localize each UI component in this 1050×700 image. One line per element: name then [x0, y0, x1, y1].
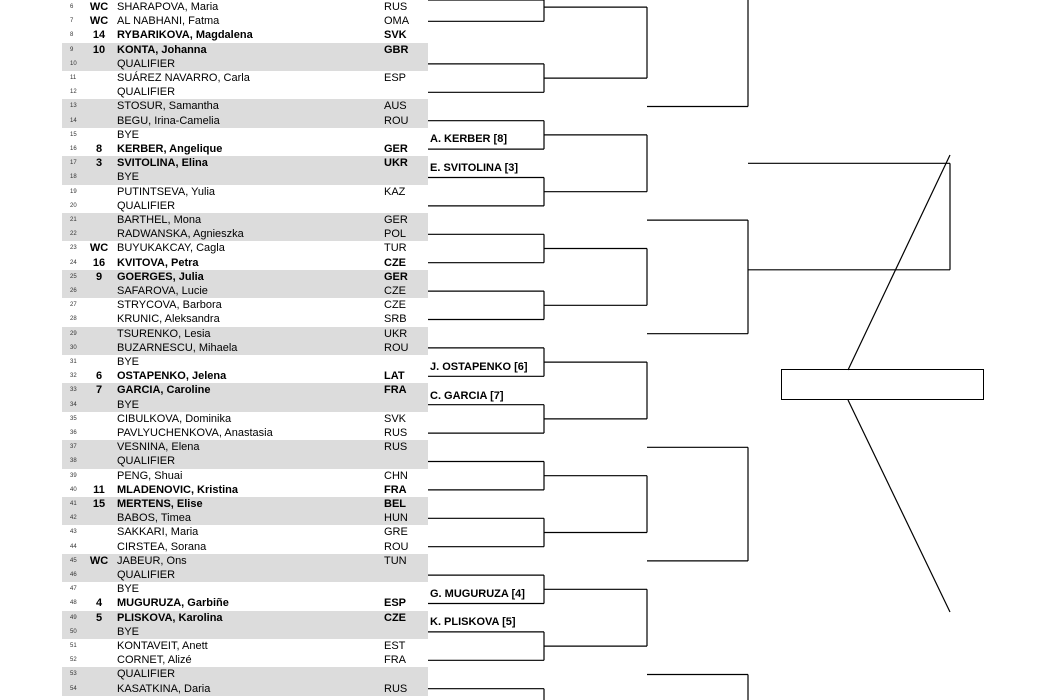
- country-code: RUS: [384, 427, 408, 439]
- country-code: UKR: [384, 157, 408, 170]
- draw-position: 53: [70, 671, 77, 678]
- seed-label: 9: [95, 270, 103, 283]
- country-code: POL: [384, 228, 407, 241]
- draw-position: 11: [70, 75, 77, 81]
- player-name: BYE: [117, 398, 140, 411]
- seed-label: 7: [95, 384, 103, 397]
- country-code: EST: [384, 640, 406, 652]
- player-name: PUTINTSEVA, Yulia: [117, 185, 216, 198]
- seed-label: 4: [95, 597, 103, 610]
- player-name: BYE: [117, 128, 140, 141]
- country-code: FRA: [384, 654, 406, 667]
- player-name: AL NABHANI, Fatma: [117, 15, 220, 28]
- country-code: GRE: [384, 526, 408, 539]
- seed-label: 11: [93, 483, 105, 496]
- player-name: KRUNIC, Aleksandra: [117, 313, 220, 326]
- country-code: GER: [384, 270, 408, 283]
- player-name: BYE: [117, 171, 140, 184]
- player-name: BEGU, Irina-Camelia: [117, 114, 220, 127]
- country-code: AUS: [384, 100, 407, 113]
- player-name: QUALIFIER: [117, 199, 176, 212]
- seed-label: WC: [89, 242, 109, 255]
- country-code: SVK: [384, 29, 407, 42]
- draw-position: 39: [70, 472, 77, 479]
- country-code: SRB: [384, 313, 407, 326]
- player-name: BUZARNESCU, Mihaela: [117, 341, 238, 354]
- draw-position: 17: [70, 160, 77, 167]
- seed-label: 10: [92, 43, 106, 56]
- draw-position: 14: [70, 117, 77, 124]
- player-name: BYE: [117, 625, 140, 638]
- draw-position: 34: [70, 401, 77, 408]
- seed-label: 3: [95, 157, 103, 170]
- seed-label: 6: [95, 370, 103, 383]
- player-name: KONTAVEIT, Anett: [117, 640, 208, 652]
- player-name: TSURENKO, Lesia: [117, 327, 211, 340]
- player-name: BUYUKAKCAY, Cagla: [117, 242, 225, 255]
- player-name: SVITOLINA, Elina: [117, 157, 208, 170]
- country-code: LAT: [384, 370, 405, 383]
- player-name: STRYCOVA, Barbora: [117, 299, 222, 312]
- player-name: KONTA, Johanna: [117, 43, 207, 56]
- player-name: CORNET, Alizé: [117, 654, 192, 667]
- draw-position: 18: [70, 174, 77, 181]
- player-name: PENG, Shuai: [117, 469, 183, 482]
- country-code: CZE: [384, 611, 406, 624]
- player-name: PLISKOVA, Karolina: [117, 611, 223, 624]
- draw-position: 23: [70, 245, 77, 252]
- player-name: RADWANSKA, Agnieszka: [117, 228, 244, 241]
- player-name: QUALIFIER: [117, 57, 176, 70]
- draw-position: 33: [70, 387, 77, 394]
- draw-position: 12: [70, 89, 77, 96]
- player-name: CIRSTEA, Sorana: [117, 540, 207, 553]
- player-name: RYBARIKOVA, Magdalena: [117, 29, 253, 42]
- player-name: VESNINA, Elena: [117, 441, 200, 454]
- player-name: QUALIFIER: [117, 668, 176, 681]
- player-name: MLADENOVIC, Kristina: [117, 483, 239, 496]
- draw-position: 51: [70, 643, 77, 649]
- draw-position: 41: [70, 501, 77, 507]
- country-code: TUN: [384, 554, 407, 567]
- country-code: CZE: [384, 299, 406, 312]
- advancing-player: J. OSTAPENKO [6]: [430, 360, 528, 373]
- player-name: SUÁREZ NAVARRO, Carla: [117, 72, 250, 84]
- draw-position: 15: [70, 131, 77, 138]
- draw-position: 21: [70, 217, 77, 223]
- draw-position: 48: [70, 600, 77, 607]
- country-code: ESP: [384, 72, 407, 84]
- player-name: JABEUR, Ons: [117, 554, 187, 567]
- draw-position: 26: [70, 288, 77, 294]
- seed-label: 8: [95, 143, 103, 155]
- player-name: SAKKARI, Maria: [117, 526, 199, 539]
- country-code: ROU: [384, 540, 409, 553]
- draw-position: 19: [70, 188, 77, 195]
- country-code: CZE: [384, 256, 406, 269]
- country-code: RUS: [384, 682, 408, 695]
- advancing-player: K. PLISKOVA [5]: [430, 616, 516, 629]
- draw-position: 27: [70, 302, 77, 309]
- draw-position: 10: [70, 60, 77, 67]
- country-code: RUS: [384, 1, 408, 13]
- player-name: OSTAPENKO, Jelena: [117, 370, 227, 383]
- player-name: BARTHEL, Mona: [117, 214, 202, 226]
- player-name: KVITOVA, Petra: [117, 256, 199, 269]
- country-code: BEL: [384, 498, 406, 510]
- player-name: MUGURUZA, Garbiñe: [117, 597, 229, 610]
- country-code: UKR: [384, 327, 408, 340]
- seed-label: WC: [89, 554, 109, 567]
- advancing-player: E. SVITOLINA [3]: [430, 161, 519, 174]
- draw-position: 24: [70, 259, 77, 266]
- seed-label: 15: [92, 498, 106, 510]
- draw-position: 13: [70, 103, 77, 110]
- draw-position: 52: [70, 657, 77, 664]
- draw-position: 7: [70, 18, 74, 25]
- player-name: QUALIFIER: [117, 86, 176, 99]
- country-code: HUN: [384, 512, 408, 525]
- draw-position: 50: [70, 628, 77, 635]
- country-code: ROU: [384, 114, 409, 127]
- draw-position: 29: [70, 330, 77, 337]
- player-name: CIBULKOVA, Dominika: [117, 412, 232, 425]
- player-name: STOSUR, Samantha: [117, 100, 219, 113]
- draw-position: 30: [70, 344, 77, 351]
- player-name: PAVLYUCHENKOVA, Anastasia: [117, 427, 273, 439]
- advancing-player: G. MUGURUZA [4]: [430, 587, 525, 600]
- player-name: MERTENS, Elise: [117, 498, 203, 510]
- player-name: SAFAROVA, Lucie: [117, 285, 208, 297]
- final-connector: [848, 400, 950, 612]
- player-name: KASATKINA, Daria: [117, 682, 211, 695]
- advancing-player: A. KERBER [8]: [430, 133, 508, 146]
- country-code: ESP: [384, 597, 407, 610]
- draw-position: 54: [70, 685, 77, 692]
- country-code: RUS: [384, 441, 408, 454]
- draw-position: 47: [70, 586, 77, 593]
- player-name: QUALIFIER: [117, 569, 176, 581]
- country-code: KAZ: [384, 185, 406, 198]
- draw-position: 6: [70, 4, 74, 10]
- country-code: FRA: [384, 384, 407, 397]
- seed-label: 16: [92, 256, 106, 269]
- country-code: GER: [384, 143, 408, 155]
- draw-position: 46: [70, 572, 77, 578]
- seed-label: 14: [92, 29, 106, 42]
- draw-position: 31: [70, 359, 77, 365]
- country-code: CHN: [384, 469, 408, 482]
- player-name: SHARAPOVA, Maria: [117, 1, 219, 13]
- seed-label: WC: [89, 1, 109, 13]
- country-code: FRA: [384, 483, 407, 496]
- draw-position: 28: [70, 316, 77, 323]
- country-code: ROU: [384, 341, 409, 354]
- player-name: BYE: [117, 583, 140, 596]
- draw-position: 16: [70, 146, 77, 152]
- player-name: GOERGES, Julia: [117, 270, 204, 283]
- player-name: BYE: [117, 356, 140, 368]
- draw-position: 8: [70, 32, 74, 39]
- draw-position: 37: [70, 444, 77, 451]
- draw-position: 40: [70, 486, 77, 493]
- draw-position: 32: [70, 373, 77, 380]
- draw-position: 49: [70, 614, 77, 621]
- draw-position: 43: [70, 529, 77, 536]
- final-result-box: [781, 369, 984, 400]
- country-code: SVK: [384, 412, 407, 425]
- country-code: GER: [384, 214, 408, 226]
- draw-position: 42: [70, 515, 77, 522]
- final-connector: [848, 155, 950, 370]
- seed-label: WC: [89, 15, 109, 28]
- player-name: KERBER, Angelique: [117, 143, 223, 155]
- draw-position: 25: [70, 273, 77, 280]
- draw-position: 45: [70, 557, 77, 564]
- player-name: BABOS, Timea: [117, 512, 191, 525]
- draw-position: 35: [70, 415, 77, 422]
- country-code: CZE: [384, 285, 406, 297]
- seed-label: 5: [95, 611, 103, 624]
- player-name: QUALIFIER: [117, 455, 176, 468]
- draw-position: 20: [70, 202, 77, 209]
- draw-position: 44: [70, 543, 77, 550]
- draw-position: 22: [70, 231, 77, 238]
- player-name: GARCIA, Caroline: [117, 384, 211, 397]
- advancing-player: C. GARCIA [7]: [430, 390, 504, 403]
- draw-position: 9: [70, 46, 74, 53]
- draw-position: 38: [70, 458, 77, 465]
- country-code: TUR: [384, 242, 407, 255]
- country-code: GBR: [384, 43, 409, 56]
- draw-position: 36: [70, 430, 77, 436]
- country-code: OMA: [384, 15, 410, 28]
